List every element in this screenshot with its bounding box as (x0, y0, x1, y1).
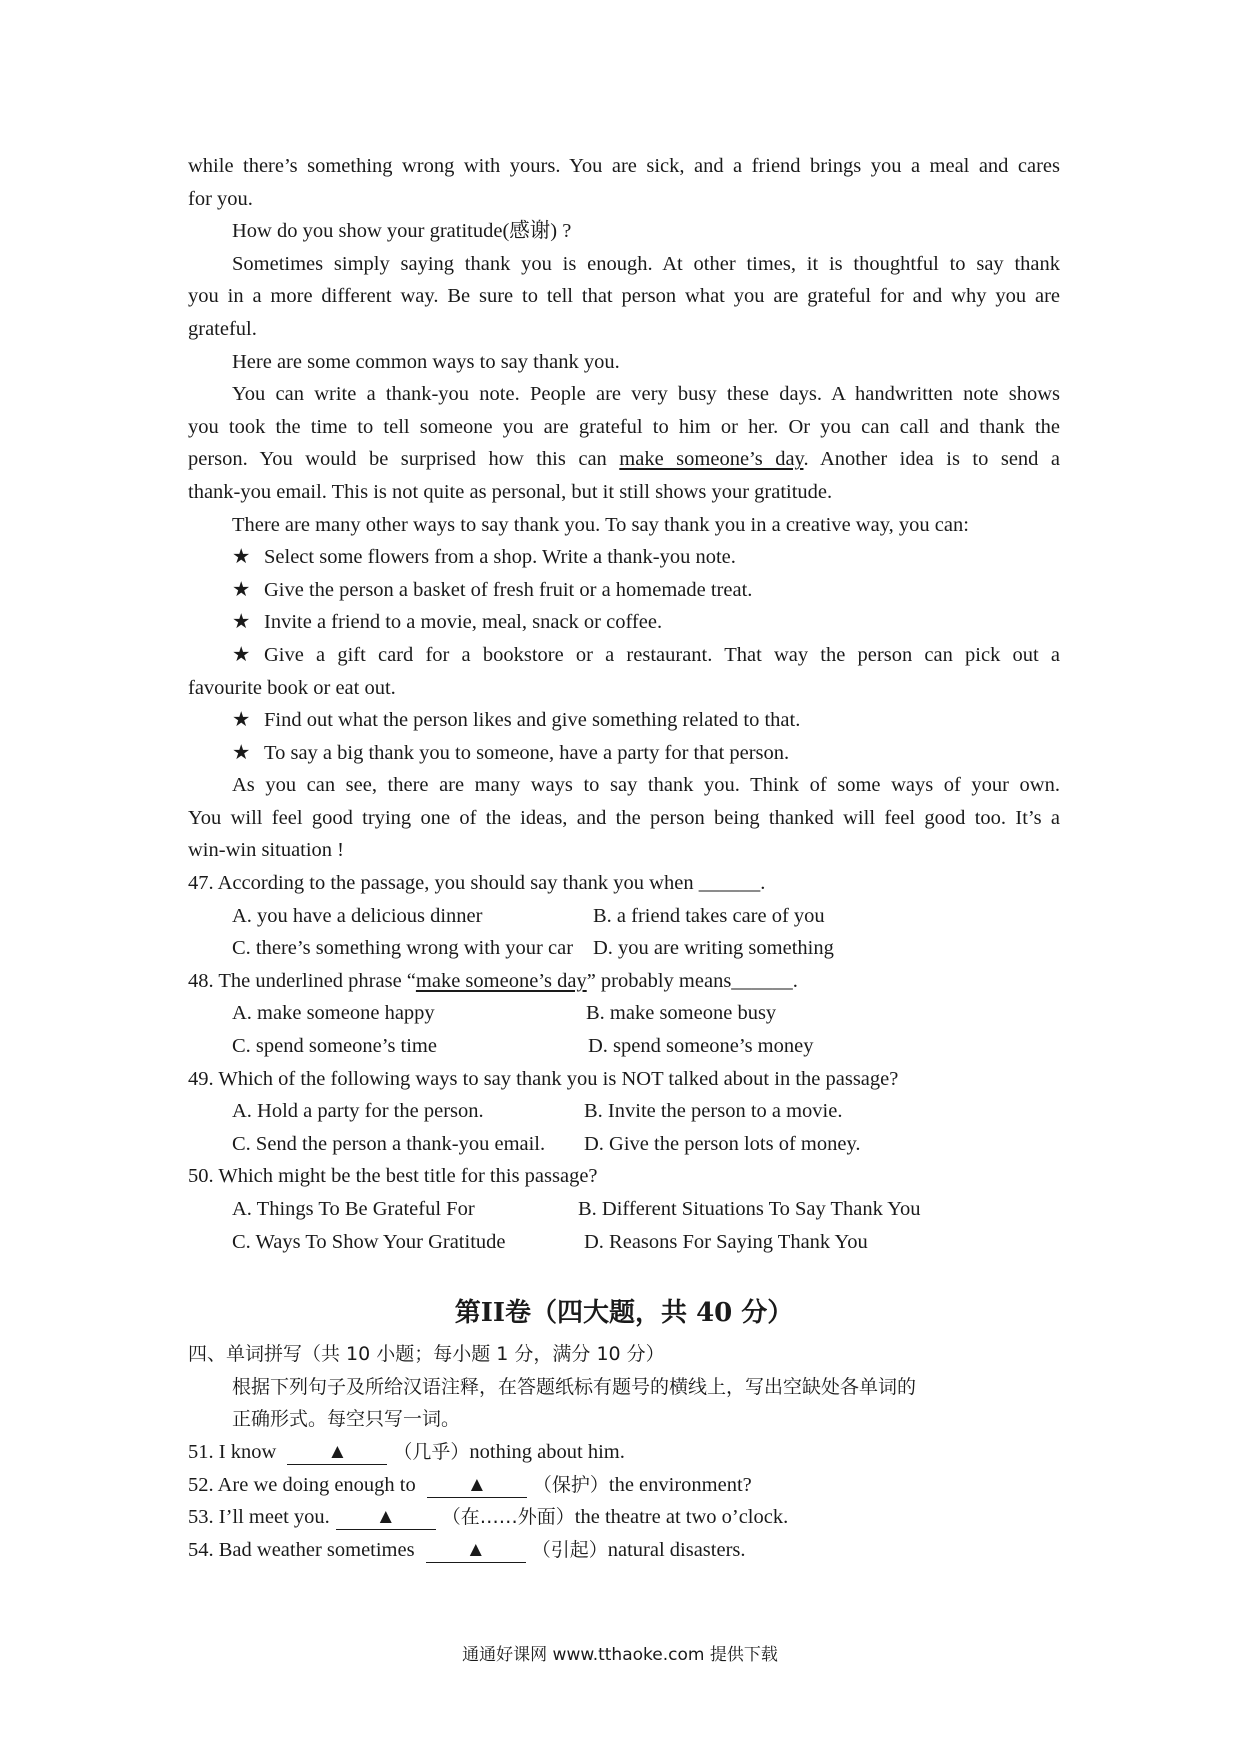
star-icon: ★ (232, 741, 251, 764)
chinese-hint: （保护） (532, 1473, 609, 1496)
chinese-hint: （几乎） (393, 1440, 470, 1463)
exam-page (188, 150, 1060, 1566)
star-icon: ★ (232, 578, 251, 601)
item-text: nothing about him. (469, 1440, 625, 1463)
passage-line: win-win situation ! (188, 839, 345, 862)
chinese-hint: （在……外面） (441, 1506, 575, 1529)
bullet-text: To say a big thank you to someone, have a party for that person. (264, 741, 790, 764)
question-stem-49: 49. Which of the following ways to say thank you is NOT talked about in the passage? (188, 1067, 899, 1090)
option-a: A. Hold a party for the person. (232, 1100, 484, 1123)
passage-line: There are many other ways to say thank you. To say thank you in a creative way, you can: (232, 513, 969, 536)
bullet-item (188, 704, 1060, 737)
answer-blank[interactable]: ▲ (427, 1473, 527, 1498)
passage-line: You can write a thank-you note. People are very busy these days. A handwritten note shows (232, 383, 1060, 406)
bullet-continuation: favourite book or eat out. (188, 676, 396, 699)
passage-line: You will feel good trying one of the ideas, and the person being thanked will feel good too. It’s a (188, 806, 1060, 829)
section-title: 第II卷（四大题，共 40 分） (454, 1298, 794, 1329)
item-text: the environment? (608, 1473, 752, 1496)
option-b: B. make someone busy (586, 1002, 777, 1025)
question-stem-50: 50. Which might be the best title for this passage? (188, 1165, 598, 1188)
spelling-item-53 (188, 1501, 1060, 1534)
bullet-item (188, 639, 1060, 672)
chinese-hint: （引起） (531, 1538, 608, 1561)
bullet-item (188, 606, 1060, 639)
underlined-phrase: make someone’s day (415, 969, 587, 992)
item-text: 54. Bad weather sometimes (188, 1538, 415, 1561)
passage-line: you in a more different way. Be sure to tell that person what you are grateful for and why you are (188, 285, 1060, 308)
item-text: 53. I’ll meet you. (188, 1506, 330, 1529)
passage-line: As you can see, there are many ways to say thank you. Think of some ways of your own. (232, 774, 1060, 797)
bullet-text: Give the person a basket of fresh fruit or a homemade treat. (264, 578, 753, 601)
spelling-item-51 (188, 1436, 1060, 1469)
bullet-item (188, 737, 1060, 770)
spelling-item-52 (188, 1469, 1060, 1502)
option-a: A. you have a delicious dinner (232, 904, 483, 927)
passage-line: while there’s something wrong with yours. You are sick, and a friend brings you a meal and cares (188, 155, 1060, 177)
option-row (188, 1095, 1060, 1128)
bullet-item (188, 574, 1060, 607)
option-a: A. Things To Be Grateful For (232, 1198, 475, 1220)
passage-text: person. You would be surprised how this can (188, 448, 607, 471)
option-b: B. a friend takes care of you (593, 904, 825, 927)
bullet-text: Select some flowers from a shop. Write a thank-you note. (264, 546, 736, 569)
answer-blank[interactable]: ▲ (287, 1440, 387, 1465)
option-row (188, 1226, 1060, 1259)
option-row (188, 1128, 1060, 1161)
option-row (188, 997, 1060, 1030)
answer-blank[interactable]: ▲ (426, 1538, 526, 1563)
passage-line (188, 443, 1060, 476)
passage-text: . Another idea is to send a (803, 448, 1061, 471)
passage-line: for you. (188, 187, 253, 210)
option-d: D. you are writing something (593, 937, 834, 960)
bullet-item (188, 541, 1060, 574)
instruction-line: 正确形式。每空只写一词。 (232, 1408, 461, 1431)
passage-line: Here are some common ways to say thank you. (232, 350, 620, 373)
stem-text: 48. The underlined phrase “ (188, 969, 416, 992)
option-b: B. Invite the person to a movie. (584, 1100, 843, 1123)
item-text: 52. Are we doing enough to (188, 1473, 416, 1496)
question-stem-48 (188, 965, 1060, 998)
passage-line: grateful. (188, 317, 257, 340)
item-text: natural disasters. (607, 1538, 746, 1561)
bullet-text: Invite a friend to a movie, meal, snack or coffee. (264, 611, 663, 634)
stem-text: ” probably means______. (586, 969, 798, 992)
option-row (188, 900, 1060, 933)
passage-line: thank-you email. This is not quite as personal, but it still shows your gratitude. (188, 480, 833, 503)
option-row (188, 1030, 1060, 1063)
option-row (188, 1193, 1060, 1226)
option-c: C. Ways To Show Your Gratitude (232, 1230, 506, 1253)
passage-line: How do you show your gratitude(感谢) ? (232, 220, 572, 243)
option-a: A. make someone happy (232, 1002, 435, 1025)
option-b: B. Different Situations To Say Thank You (578, 1198, 921, 1220)
option-c: C. Send the person a thank-you email. (232, 1132, 546, 1155)
option-d: D. Give the person lots of money. (584, 1132, 861, 1155)
passage-line: you took the time to tell someone you are grateful to him or her. Or you can call and thank the (188, 415, 1060, 438)
spelling-item-54 (188, 1534, 1060, 1567)
star-icon: ★ (232, 546, 251, 569)
question-stem-47: 47. According to the passage, you should say thank you when ______. (188, 872, 766, 895)
page-footer: 通通好课网 www.tthaoke.com 提供下载 (462, 1645, 778, 1665)
instruction-line: 根据下列句子及所给汉语注释，在答题纸标有题号的横线上，写出空缺处各单词的 (232, 1375, 917, 1398)
option-c: C. there’s something wrong with your car (232, 937, 574, 960)
star-icon: ★ (232, 643, 251, 666)
item-text: the theatre at two o’clock. (574, 1506, 789, 1529)
option-row (188, 932, 1060, 965)
star-icon: ★ (232, 611, 251, 634)
answer-blank[interactable]: ▲ (336, 1505, 436, 1530)
option-d: D. Reasons For Saying Thank You (584, 1230, 868, 1253)
underlined-phrase: make someone’s day (619, 448, 804, 471)
option-d: D. spend someone’s money (588, 1035, 814, 1058)
bullet-text: Find out what the person likes and give something related to that. (264, 709, 801, 732)
part-heading: 四、单词拼写（共 10 小题；每小题 1 分，满分 10 分） (188, 1343, 665, 1366)
item-text: 51. I know (188, 1440, 277, 1463)
star-icon: ★ (232, 709, 251, 732)
passage-line: Sometimes simply saying thank you is enough. At other times, it is thoughtful to say thank (232, 252, 1060, 275)
bullet-text: Give a gift card for a bookstore or a restaurant. That way the person can pick out a (264, 643, 1060, 666)
option-c: C. spend someone’s time (232, 1035, 437, 1058)
